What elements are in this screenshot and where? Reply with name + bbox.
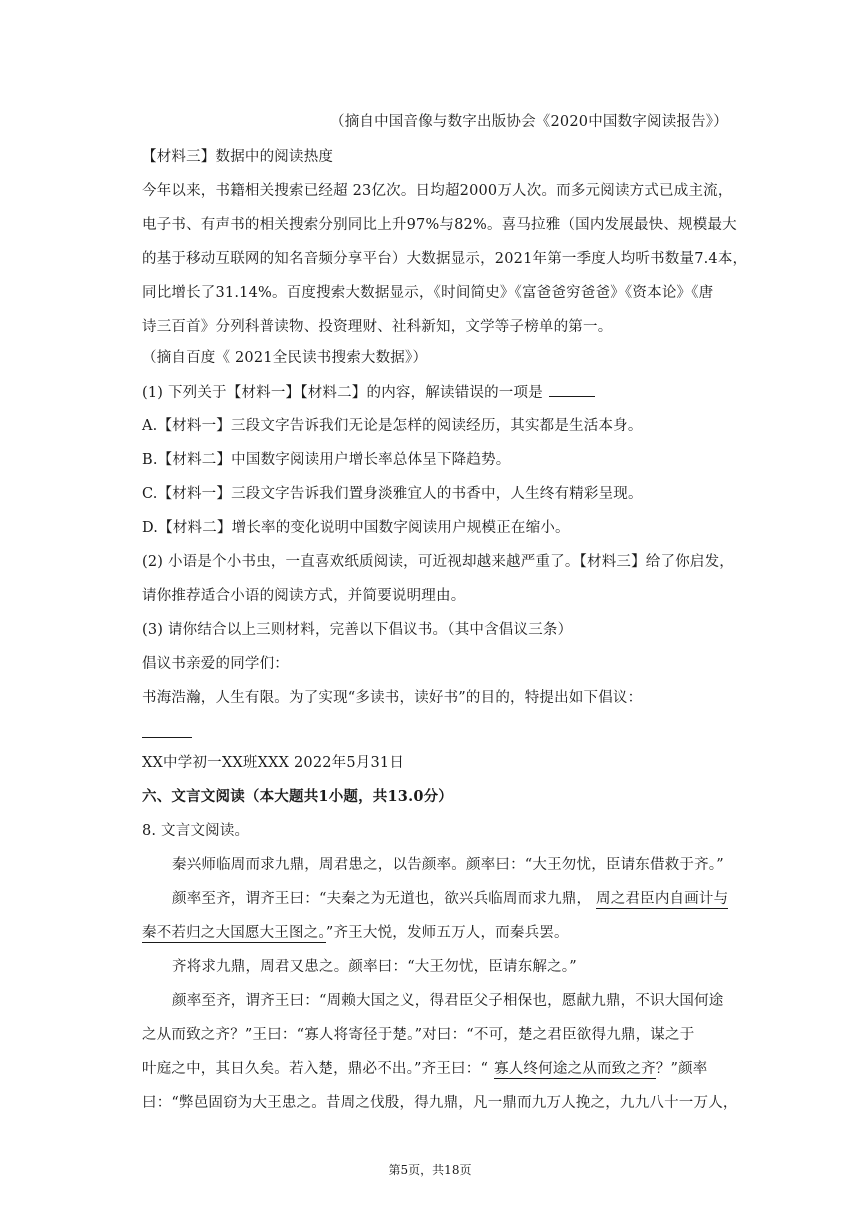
paragraph-line: 诗三百首》分列科普读物、投资理财、社科新知，文学等子榜单的第一。 xyxy=(142,319,613,335)
section-heading: 六、文言文阅读（本大题共1小题，共13.0分） xyxy=(142,788,454,805)
classical-text-segment: ”齐王大悦，发师五万人，而秦兵罢。 xyxy=(325,925,569,941)
proposal-intro: 书海浩瀚，人生有限。为了实现“多读书，读好书”的目的，特提出如下倡议： xyxy=(142,690,643,706)
answer-blank xyxy=(549,382,595,397)
question-2-cont: 请你推荐适合小语的阅读方式，并简要说明理由。 xyxy=(142,588,466,604)
question-1 xyxy=(142,382,595,403)
proposal-signature: XX中学初一XX班XXX 2022年5月31日 xyxy=(142,755,405,771)
answer-line-blank xyxy=(142,737,192,738)
material-three-heading: 【材料三】数据中的阅读热度 xyxy=(142,149,334,165)
underlined-sentence-2: 寡人终何途之从而致之齐 xyxy=(494,1061,656,1077)
classical-text-line: 曰：“弊邑固窃为大王患之。昔周之伐殷，得九鼎，凡一鼎而九万人挽之，九九八十一万人， xyxy=(142,1095,738,1111)
underlined-sentence-1b: 秦不若归之大国愿大王图之。 xyxy=(142,925,326,941)
option-a: A.【材料一】三段文字告诉我们无论是怎样的阅读经历，其实都是生活本身。 xyxy=(142,418,643,434)
classical-text-line xyxy=(142,923,569,943)
paragraph-line: 的基于移动互联网的知名音频分享平台）大数据显示，2021年第一季度人均听书数量7.4本， xyxy=(142,251,748,267)
classical-text-line: 齐将求九鼎，周君又患之。颜率曰：“大王勿忧，臣请东解之。” xyxy=(172,959,577,975)
page-footer: 第5页，共18页 xyxy=(388,1163,472,1177)
paragraph-line: 电子书、有声书的相关搜索分别同比上升97%与82%。喜马拉雅（国内发展最快、规模最大 xyxy=(142,217,737,233)
option-d: D.【材料二】增长率的变化说明中国数字阅读用户规模正在缩小。 xyxy=(142,520,570,536)
classical-text-line xyxy=(142,1059,708,1079)
paragraph-line: 今年以来，书籍相关搜索已经超 23亿次。日均超2000万人次。而多元阅读方式已成主流， xyxy=(142,183,733,199)
source-citation-2: （摘自百度《 2021全民读书搜索大数据》） xyxy=(142,350,428,366)
proposal-greeting: 倡议书亲爱的同学们： xyxy=(142,656,289,672)
classical-text-segment: 叶庭之中，其日久矣。若入楚，鼎必不出。”齐王曰：“ xyxy=(142,1061,489,1077)
option-c: C.【材料一】三段文字告诉我们置身淡雅宜人的书香中，人生终有精彩呈现。 xyxy=(142,486,643,502)
question-2: (2) 小语是个小书虫，一直喜欢纸质阅读，可近视却越来越严重了。【材料三】给了你启发， xyxy=(142,554,734,570)
underlined-sentence-1a: 周之君臣内自画计与 xyxy=(596,891,729,907)
question-1-text: (1) 下列关于【材料一】【材料二】的内容，解读错误的一项是 xyxy=(142,385,543,401)
classical-text-line: 颜率至齐，谓齐王曰：“周赖大国之义，得君臣父子相保也，愿献九鼎，不识大国何途 xyxy=(172,993,724,1009)
question-3: (3) 请你结合以上三则材料，完善以下倡议书。（其中含倡议三条） xyxy=(142,622,573,638)
source-citation-1: （摘自中国音像与数字出版协会《2020中国数字阅读报告》） xyxy=(330,114,728,130)
classical-text-line: 之从而致之齐？”王曰：“寡人将寄径于楚。”对曰：“不可，楚之君臣欲得九鼎，谋之于 xyxy=(142,1027,695,1043)
classical-text-segment: 颜率至齐，谓齐王曰：“夫秦之为无道也，欲兴兵临周而求九鼎， xyxy=(172,891,592,907)
classical-text-segment: ？”颜率 xyxy=(655,1061,708,1077)
paragraph-line: 同比增长了31.14%。百度搜索大数据显示，《时间简史》《富爸爸穷爸爸》《资本论》《唐 xyxy=(142,285,714,301)
option-b: B.【材料二】中国数字阅读用户增长率总体呈下降趋势。 xyxy=(142,452,511,468)
question-8: 8. 文言文阅读。 xyxy=(142,823,250,839)
classical-text-line xyxy=(172,889,728,909)
classical-text-line: 秦兴师临周而求九鼎，周君患之，以告颜率。颜率曰：“大王勿忧，臣请东借救于齐。” xyxy=(172,857,724,873)
